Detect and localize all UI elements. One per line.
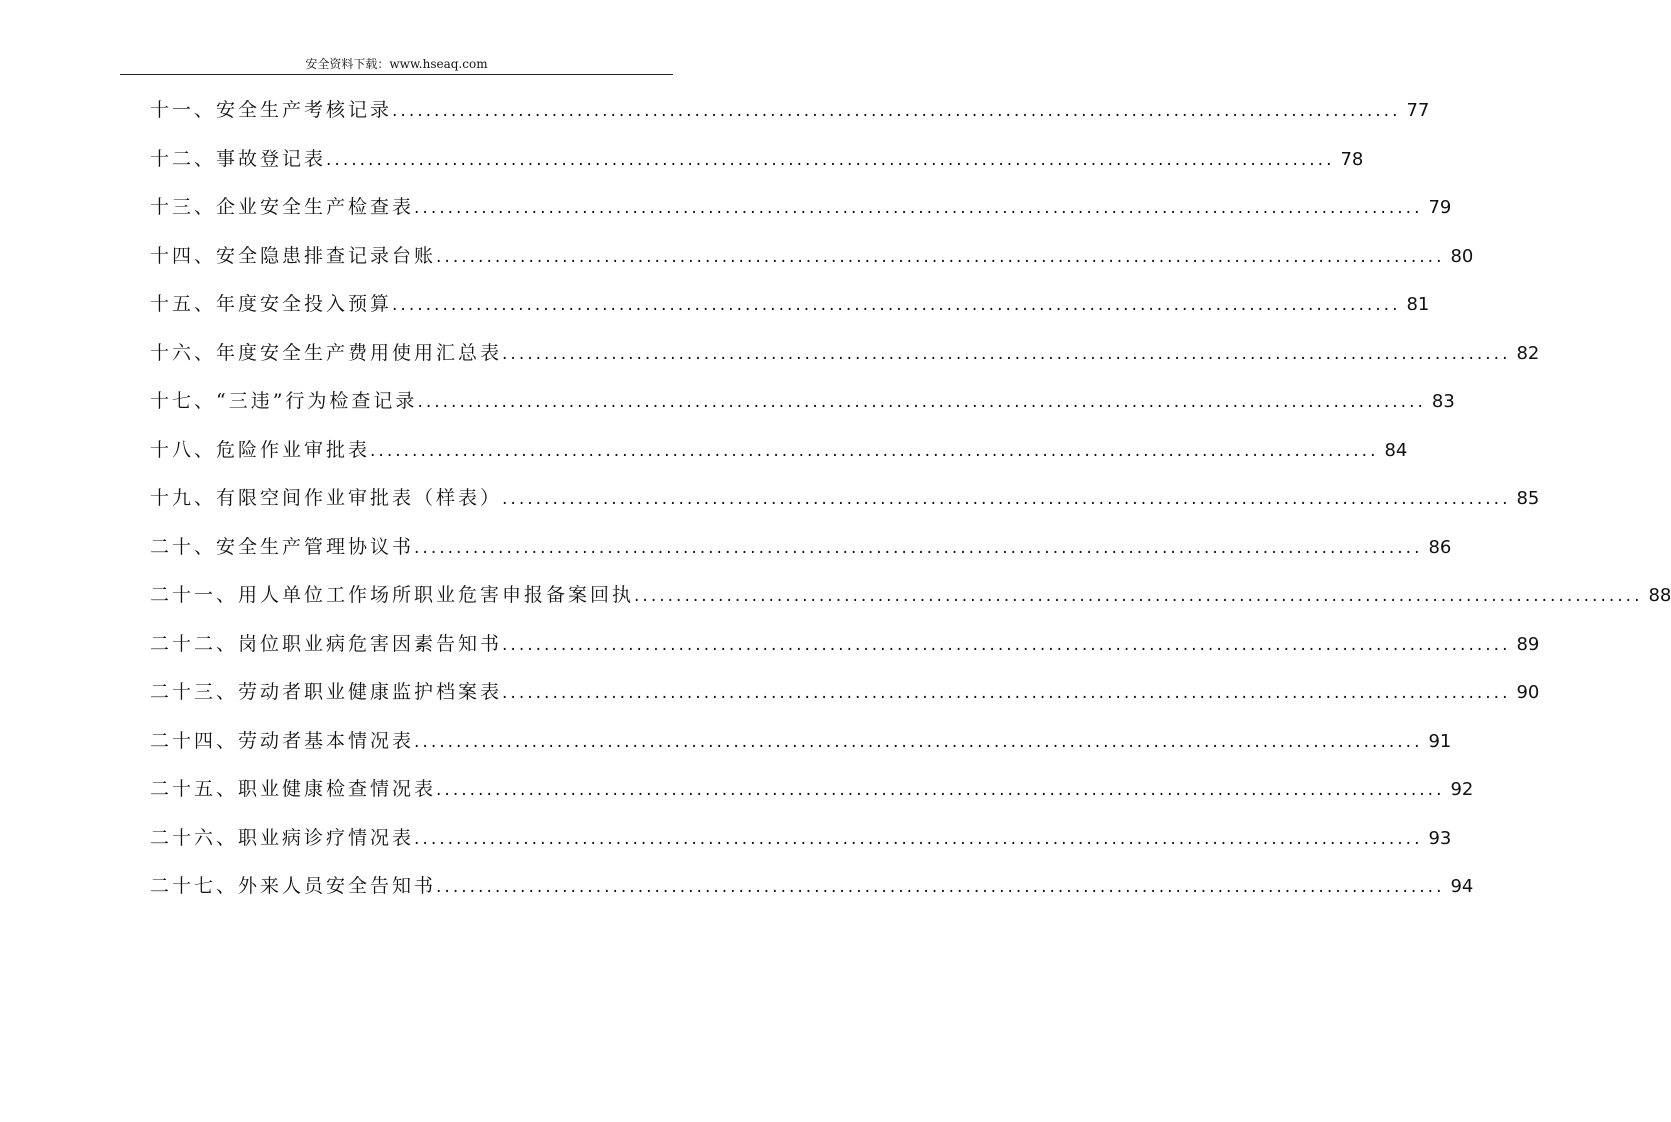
toc-entry-title: 二十五、职业健康检查情况表 xyxy=(150,778,437,800)
toc-leader-dots: ........................................................................................................................ xyxy=(370,440,1379,461)
toc-entry-title: 二十、安全生产管理协议书 xyxy=(150,535,415,558)
toc-entry[interactable] xyxy=(150,862,1474,911)
toc-entry-title: 十六、年度安全生产费用使用汇总表 xyxy=(150,341,503,364)
toc-leader-dots: ........................................................................................................................ xyxy=(414,731,1423,752)
toc-entry-page: 81 xyxy=(1406,294,1430,315)
toc-entry-title: 十一、安全生产考核记录 xyxy=(150,99,393,121)
toc-leader-dots: ........................................................................................................................ xyxy=(414,198,1423,218)
toc-entry[interactable] xyxy=(150,523,1452,572)
toc-entry-title: 二十一、用人单位工作场所职业危害申报备案回执 xyxy=(150,584,635,606)
toc-entry-page: 92 xyxy=(1450,779,1474,800)
toc-entry-title: 十二、事故登记表 xyxy=(150,147,327,170)
toc-entry-title: 十五、年度安全投入预算 xyxy=(150,293,393,315)
toc-entry[interactable] xyxy=(150,232,1474,281)
toc-entry-page: 78 xyxy=(1340,148,1364,170)
toc-entry-title: 二十七、外来人员安全告知书 xyxy=(150,875,437,897)
toc-entry[interactable] xyxy=(150,571,1671,620)
toc-entry-page: 84 xyxy=(1384,439,1408,461)
toc-entry[interactable] xyxy=(150,426,1408,475)
toc-leader-dots: ........................................................................................................................ xyxy=(326,149,1335,170)
toc-entry-page: 83 xyxy=(1431,391,1455,412)
toc-entry-page: 94 xyxy=(1450,876,1474,897)
page-header: 安全资料下载：www.hseaq.com xyxy=(305,57,488,71)
toc-leader-dots: ........................................................................................................................ xyxy=(502,634,1511,655)
toc-leader-dots: ........................................................................................................................ xyxy=(502,489,1511,509)
toc-entry-title: 二十四、劳动者基本情况表 xyxy=(150,729,415,752)
toc-leader-dots: ........................................................................................................................ xyxy=(414,828,1423,849)
toc-entry[interactable] xyxy=(150,377,1455,426)
toc-leader-dots: ........................................................................................................................ xyxy=(436,877,1445,897)
toc-entry[interactable] xyxy=(150,474,1540,523)
toc-entry[interactable] xyxy=(150,329,1540,378)
toc-entry-page: 82 xyxy=(1516,342,1540,364)
toc-entry[interactable] xyxy=(150,135,1364,184)
toc-entry[interactable] xyxy=(150,620,1540,669)
toc-entry-title: 十七、“三违”行为检查记录 xyxy=(150,390,418,412)
toc-leader-dots: ........................................................................................................................ xyxy=(436,246,1445,267)
toc-entry-page: 89 xyxy=(1516,633,1540,655)
toc-entry-page: 77 xyxy=(1406,100,1430,121)
toc-entry-title: 二十三、劳动者职业健康监护档案表 xyxy=(150,681,503,703)
toc-leader-dots: ........................................................................................................................ xyxy=(502,683,1511,703)
toc-entry[interactable] xyxy=(150,183,1452,232)
toc-leader-dots: ........................................................................................................................ xyxy=(392,295,1401,315)
toc-entry[interactable] xyxy=(150,86,1430,135)
toc-leader-dots: ........................................................................................................................ xyxy=(417,392,1426,412)
toc-entry-title: 二十二、岗位职业病危害因素告知书 xyxy=(150,632,503,655)
toc-leader-dots: ........................................................................................................................ xyxy=(634,586,1643,606)
toc-entry[interactable] xyxy=(150,814,1452,863)
toc-entry-page: 90 xyxy=(1516,682,1540,703)
toc-entry-page: 79 xyxy=(1428,197,1452,218)
toc-entry[interactable] xyxy=(150,668,1540,717)
toc-entry-title: 十九、有限空间作业审批表（样表） xyxy=(150,487,503,509)
toc-entry-page: 86 xyxy=(1428,536,1452,558)
toc-leader-dots: ........................................................................................................................ xyxy=(414,537,1423,558)
header-rule xyxy=(120,74,673,75)
toc-leader-dots: ........................................................................................................................ xyxy=(392,101,1401,121)
toc-leader-dots: ........................................................................................................................ xyxy=(502,343,1511,364)
toc-entry-title: 二十六、职业病诊疗情况表 xyxy=(150,826,415,849)
table-of-contents xyxy=(150,86,1671,911)
toc-entry[interactable] xyxy=(150,765,1474,814)
toc-entry-title: 十三、企业安全生产检查表 xyxy=(150,196,415,218)
toc-entry-page: 88 xyxy=(1648,585,1671,606)
toc-entry-title: 十四、安全隐患排查记录台账 xyxy=(150,244,437,267)
toc-leader-dots: ........................................................................................................................ xyxy=(436,780,1445,800)
toc-entry[interactable] xyxy=(150,280,1430,329)
toc-entry[interactable] xyxy=(150,717,1452,766)
toc-entry-page: 85 xyxy=(1516,488,1540,509)
toc-entry-page: 80 xyxy=(1450,245,1474,267)
toc-entry-page: 93 xyxy=(1428,827,1452,849)
toc-entry-title: 十八、危险作业审批表 xyxy=(150,438,371,461)
toc-entry-page: 91 xyxy=(1428,730,1452,752)
